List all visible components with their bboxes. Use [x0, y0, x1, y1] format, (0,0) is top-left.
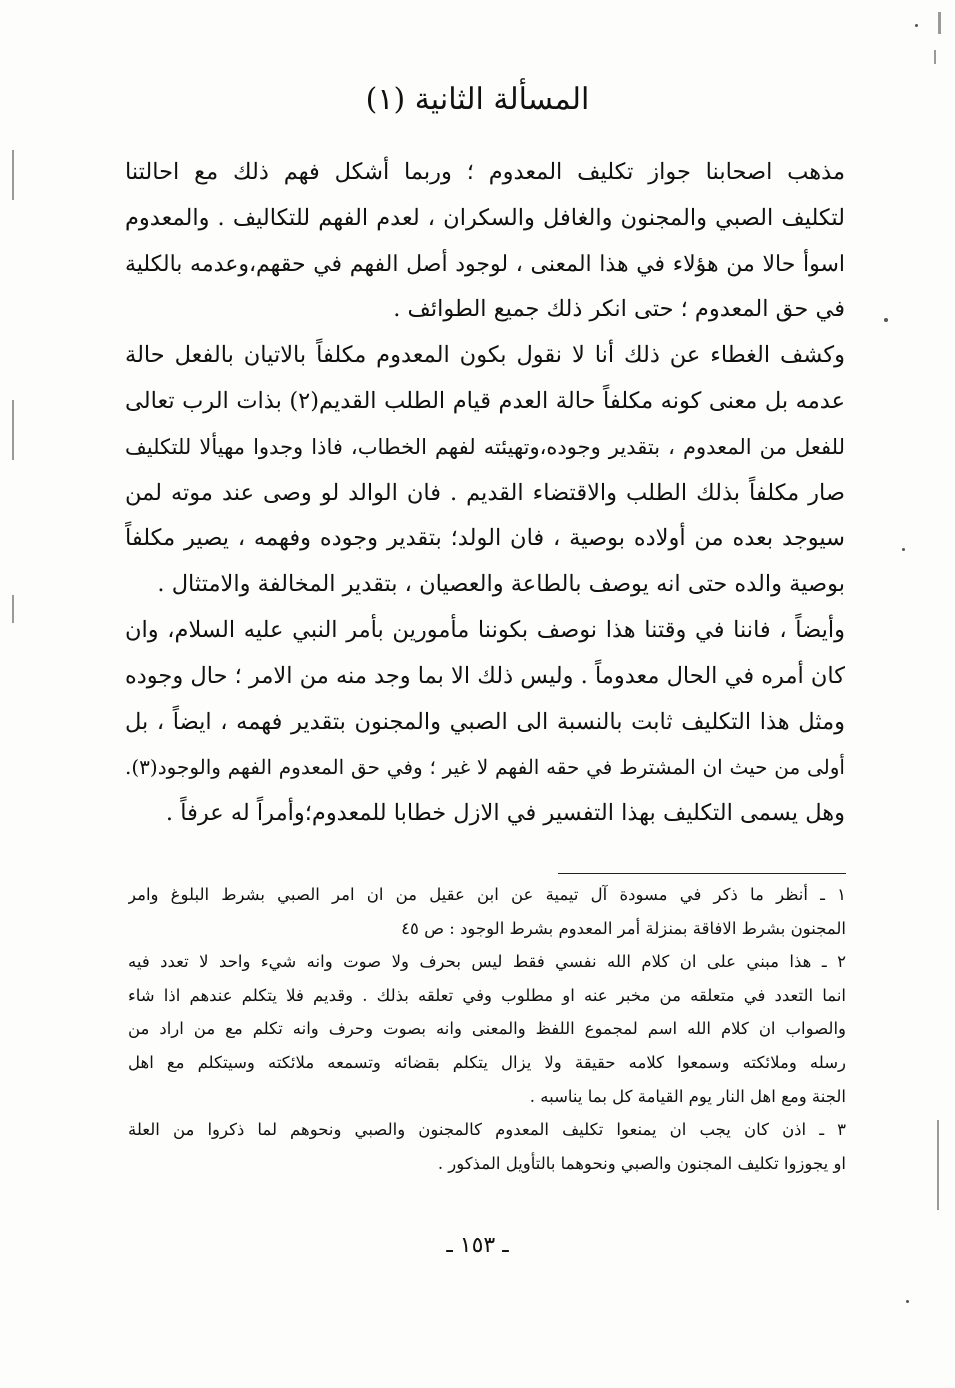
- footnote-line: الجنة ومع اهل النار يوم القيامة كل بما يناسبه .: [529, 1086, 846, 1106]
- text-line: وأيضاً ، فاننا في وقتنا هذا نوصف بكوننا مأمورين بأمر النبي عليه السلام، وان: [125, 616, 845, 643]
- scan-margin-mark: [12, 400, 14, 460]
- text-line: عدمه بل معنى كونه مكلفاً حالة العدم قيام الطلب القديم(٢) بذات الرب تعالى: [125, 387, 845, 414]
- main-text: [125, 150, 845, 837]
- text-line: مذهب اصحابنا جواز تكليف المعدوم ؛ وربما أشكل فهم ذلك مع احالتنا: [125, 159, 845, 185]
- scan-margin-mark: [12, 150, 14, 200]
- text-line: ومثل هذا التكليف ثابت بالنسبة الى الصبي والمجنون بتقدير فهمه ، ايضاً ، بل: [125, 708, 845, 735]
- text-line: صار مكلفاً بذلك الطلب والاقتضاء القديم . فان الوالد لو وصى عند موته لمن: [125, 479, 845, 506]
- text-line: اسوأ حالا من هؤلاء في هذا المعنى ، لوجود أصل الفهم في حقهم،وعدمه بالكلية: [125, 251, 845, 277]
- scan-speck: [915, 24, 918, 27]
- footnote-line: ٢ ـ هذا مبني على ان كلام الله نفسي فقط ليس بحرف ولا صوت وانه شيء واحد لا تعدد فيه: [128, 952, 846, 972]
- page-number: ـ ١٥٣ ـ: [446, 1233, 509, 1258]
- footnotes: [128, 878, 846, 1180]
- text-line: بوصية والده حتى انه يوصف بالطاعة والعصيان ، بتقدير المخالفة والامتثال .: [157, 571, 845, 598]
- text-line: في حق المعدوم ؛ حتى انكر ذلك جميع الطوائف .: [393, 296, 845, 323]
- footnote-line: المجنون بشرط الافاقة بمنزلة أمر المعدوم بشرط الوجود : ص ٤٥: [401, 918, 846, 938]
- footnote-line: او يجوزوا تكليف المجنون والصبي ونحوهما بالتأويل المذكور .: [437, 1153, 846, 1173]
- scan-margin-mark: [12, 595, 14, 623]
- scan-margin-mark: [938, 12, 941, 34]
- footnote-line: والصواب ان كلام الله اسم لمجموع اللفظ والمعنى وانه بصوت وحرف وانه تكلم مع من اراد من: [128, 1019, 846, 1039]
- text-line: وهل يسمى التكليف بهذا التفسير في الازل خطابا للمعدوم؛وأمراً له عرفاً .: [165, 800, 845, 827]
- text-line: للفعل من المعدوم ، بتقدير وجوده،وتهيئته لفهم الخطاب، فاذا وجدوا مهيألا للتكليف: [125, 434, 845, 459]
- text-line: كان أمره في الحال معدوماً . وليس ذلك الا بما وجد منه من الامر ؛ حال وجوده: [125, 662, 845, 689]
- footnote-separator: [558, 873, 846, 874]
- scan-speck: [906, 1300, 909, 1303]
- scan-margin-mark: [937, 1120, 939, 1210]
- scan-speck: [902, 548, 905, 551]
- scan-speck: [884, 318, 888, 322]
- text-line: سيوجد بعده من أولاده بوصية ، فان الولد؛ بتقدير وجوده وفهمه ، يصير مكلفاً: [125, 525, 845, 552]
- text-line: أولى من حيث ان المشترط في حقه الفهم لا غير ؛ وفي حق المعدوم الفهم والوجود(٣).: [125, 755, 845, 780]
- section-heading: المسألة الثانية (١): [365, 82, 590, 117]
- footnote-line: ٣ ـ اذن كان يجب ان يمنعوا تكليف المعدوم كالمجنون والصبي ونحوهم لما ذكروا من العلة: [128, 1120, 846, 1140]
- footnote-line: انما التعدد في متعلقه من مخبر عنه او مطلوب وفي تعلقه بذلك . وقديم فلا يتكلم عندهم اذا شاء: [128, 985, 846, 1005]
- text-line: لتكليف الصبي والمجنون والغافل والسكران ، لعدم الفهم للتكاليف . والمعدوم: [125, 204, 845, 231]
- footnote-line: رسله وملائكته وسمعوا كلامه حقيقة ولا يزال يتكلم بقضائه وتسمعه ملائكته وسيتكلم مع اهل: [128, 1052, 846, 1072]
- text-line: وكشف الغطاء عن ذلك أنا لا نقول بكون المعدوم مكلفاً بالاتيان بالفعل حالة: [125, 342, 845, 369]
- scan-margin-mark: [934, 50, 936, 64]
- footnote-line: ١ ـ أنظر ما ذكر في مسودة آل تيمية عن ابن عقيل من ان امر الصبي بشرط البلوغ وامر: [128, 885, 846, 904]
